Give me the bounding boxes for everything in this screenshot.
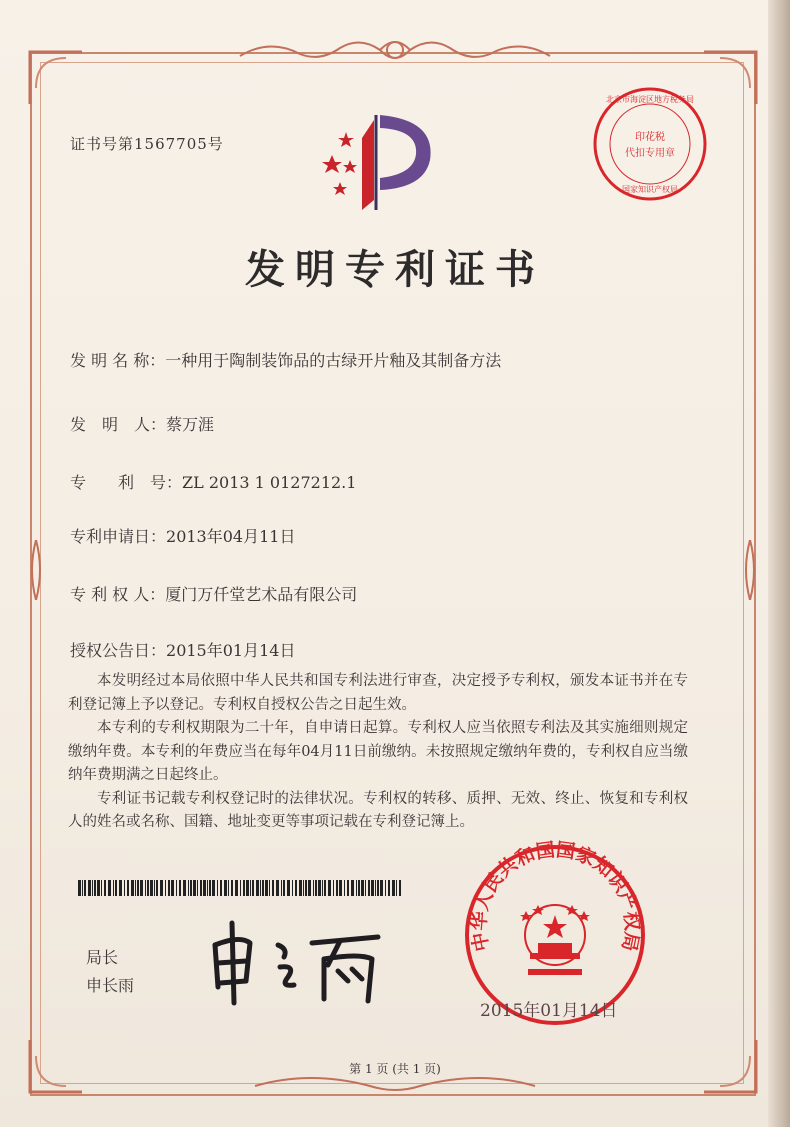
barcode-bar (145, 880, 146, 896)
field-patent-number (70, 470, 356, 493)
barcode-bar (84, 880, 86, 896)
field-grant-date (70, 638, 295, 661)
barcode-bar (272, 880, 274, 896)
barcode-bar (190, 880, 192, 896)
barcode-bar (281, 880, 282, 896)
field-application-date (70, 524, 295, 547)
barcode-bar (347, 880, 349, 896)
certificate-title: 发明专利证书 (245, 246, 545, 293)
left-side-ornament (26, 540, 46, 600)
barcode-bar (88, 880, 91, 896)
barcode-bar (82, 880, 83, 896)
barcode-bar (131, 880, 134, 896)
barcode-bar (165, 880, 166, 896)
barcode-bar (292, 880, 293, 896)
barcode-bar (385, 880, 386, 896)
field-value: 2013年04月11日 (166, 527, 296, 546)
field-label: 专利申请日： (70, 527, 167, 546)
field-label: 专 利 权 人： (70, 585, 166, 604)
barcode-bar (209, 880, 211, 896)
barcode-bar (380, 880, 383, 896)
barcode-bar (375, 880, 376, 896)
barcode-bar (336, 880, 338, 896)
field-label: 发 明 名 称： (70, 351, 166, 370)
field-invention-name (70, 348, 501, 371)
body-paragraph: 专利证书记载专利权登记时的法律状况。专利权的转移、质押、无效、终止、恢复和专利权人的姓名或名称、国籍、地址变更等事项记载在专利登记簿上。 (68, 790, 688, 830)
barcode-bar (137, 880, 139, 896)
barcode-bar (168, 880, 170, 896)
barcode-bar (333, 880, 334, 896)
barcode-bar (235, 880, 238, 896)
bottom-ornament (250, 1074, 540, 1098)
field-value: ZL 2013 1 0127212.1 (182, 473, 357, 492)
barcode-bar (171, 880, 174, 896)
barcode-bar (243, 880, 245, 896)
svg-text:北京市海淀区地方税务局: 北京市海淀区地方税务局 (606, 95, 694, 104)
barcode-bar (339, 880, 342, 896)
barcode-bar (313, 880, 314, 896)
svg-text:印花税: 印花税 (635, 132, 665, 143)
barcode-bar (108, 880, 111, 896)
barcode-bar (328, 880, 331, 896)
barcode-bar (200, 880, 202, 896)
field-value: 厦门万仟堂艺术品有限公司 (165, 585, 358, 604)
barcode-bar (252, 880, 254, 896)
barcode-bar (371, 880, 374, 896)
certificate-number: 证书号第1567705号 (70, 135, 224, 153)
barcode-bar (97, 880, 100, 896)
barcode-bar (94, 880, 96, 896)
field-value: 2015年01月14日 (166, 641, 296, 660)
director-name: 申长雨 (86, 976, 135, 995)
certificate-body (68, 670, 688, 835)
right-side-ornament (740, 540, 760, 600)
seal-text: 中华人民共和国国家知识产权局 (468, 838, 643, 954)
barcode-bar (224, 880, 227, 896)
barcode-bar (358, 880, 360, 896)
barcode-bar (104, 880, 106, 896)
barcode-bar (124, 880, 125, 896)
barcode-bar (92, 880, 93, 896)
barcode-bar (78, 880, 81, 896)
barcode-bar (322, 880, 323, 896)
barcode-bar (356, 880, 357, 896)
director-title: 局长 (86, 948, 119, 967)
barcode-bar (308, 880, 311, 896)
barcode-bar (156, 880, 158, 896)
field-label: 发 明 人： (70, 415, 167, 434)
barcode-bar (250, 880, 251, 896)
field-patentee (70, 582, 357, 605)
binding-edge (768, 0, 790, 1127)
barcode-bar (388, 880, 390, 896)
body-paragraph: 本发明经过本局依照中华人民共和国专利法进行审查，决定授予专利权，颁发本证书并在专利登记簿上予以登记。专利权自授权公告之日起生效。 (68, 673, 688, 713)
director-signature (200, 915, 390, 1010)
page-footer: 第 1 页 (共 1 页) (349, 1062, 441, 1076)
barcode-bar (269, 880, 270, 896)
field-value: 蔡万涯 (166, 415, 215, 434)
barcode-bar (299, 880, 302, 896)
barcode-bar (203, 880, 206, 896)
field-value: 一种用于陶制装饰品的古绿开片釉及其制备方法 (165, 351, 502, 370)
barcode-bar (365, 880, 366, 896)
barcode-bar (260, 880, 261, 896)
barcode-bar (179, 880, 181, 896)
barcode-bar (228, 880, 229, 896)
barcode-bar (392, 880, 395, 896)
barcode-bar (240, 880, 241, 896)
field-label: 专 利 号： (70, 473, 183, 492)
barcode-bar (150, 880, 153, 896)
seal-date: 2015年01月14日 (480, 1001, 618, 1021)
barcode-bar (147, 880, 149, 896)
barcode-bar (262, 880, 264, 896)
barcode-bar (119, 880, 122, 896)
barcode-bar (368, 880, 370, 896)
barcode-bar (197, 880, 198, 896)
barcode-bar (295, 880, 297, 896)
barcode-bar (115, 880, 117, 896)
tax-seal-stamp (590, 84, 710, 204)
body-paragraph: 本专利的专利权期限为二十年，自申请日起算。专利权人应当依照专利法及其实施细则规定缴纳年费。本专利的年费应当在每年04月11日前缴纳。未按照规定缴纳年费的，专利权自应当缴纳年费期满之日起终止。 (68, 720, 688, 783)
barcode-bar (160, 880, 163, 896)
svg-text:国家知识产权局: 国家知识产权局 (622, 185, 678, 194)
svg-text:代扣专用章: 代扣专用章 (625, 148, 675, 159)
top-ornament (230, 36, 560, 66)
barcode-bar (315, 880, 317, 896)
barcode-bar (351, 880, 354, 896)
barcode-bar (246, 880, 249, 896)
barcode-bar (399, 880, 401, 896)
barcode-bar (361, 880, 364, 896)
barcode-bar (220, 880, 222, 896)
barcode-bar (193, 880, 196, 896)
corner-ornament-tl (26, 48, 86, 108)
barcode-bar (377, 880, 379, 896)
barcode-bar (344, 880, 345, 896)
barcode-bar (207, 880, 208, 896)
barcode-bar (396, 880, 397, 896)
barcode-bar (113, 880, 114, 896)
barcode (78, 880, 408, 896)
barcode-bar (256, 880, 259, 896)
barcode-bar (176, 880, 177, 896)
barcode-bar (283, 880, 285, 896)
field-label: 授权公告日： (70, 641, 167, 660)
barcode-bar (303, 880, 304, 896)
barcode-bar (324, 880, 326, 896)
barcode-bar (217, 880, 218, 896)
barcode-bar (318, 880, 321, 896)
barcode-bar (276, 880, 279, 896)
barcode-bar (183, 880, 186, 896)
barcode-bar (135, 880, 136, 896)
barcode-bar (231, 880, 233, 896)
barcode-bar (154, 880, 155, 896)
barcode-bar (212, 880, 215, 896)
patent-office-logo-icon (318, 110, 443, 215)
barcode-bar (287, 880, 290, 896)
field-inventor (70, 412, 214, 435)
barcode-bar (265, 880, 268, 896)
barcode-bar (188, 880, 189, 896)
barcode-bar (305, 880, 307, 896)
barcode-bar (101, 880, 102, 896)
barcode-bar (140, 880, 143, 896)
barcode-bar (127, 880, 129, 896)
svg-text:中华人民共和国国家知识产权局 (467, 839, 644, 953)
